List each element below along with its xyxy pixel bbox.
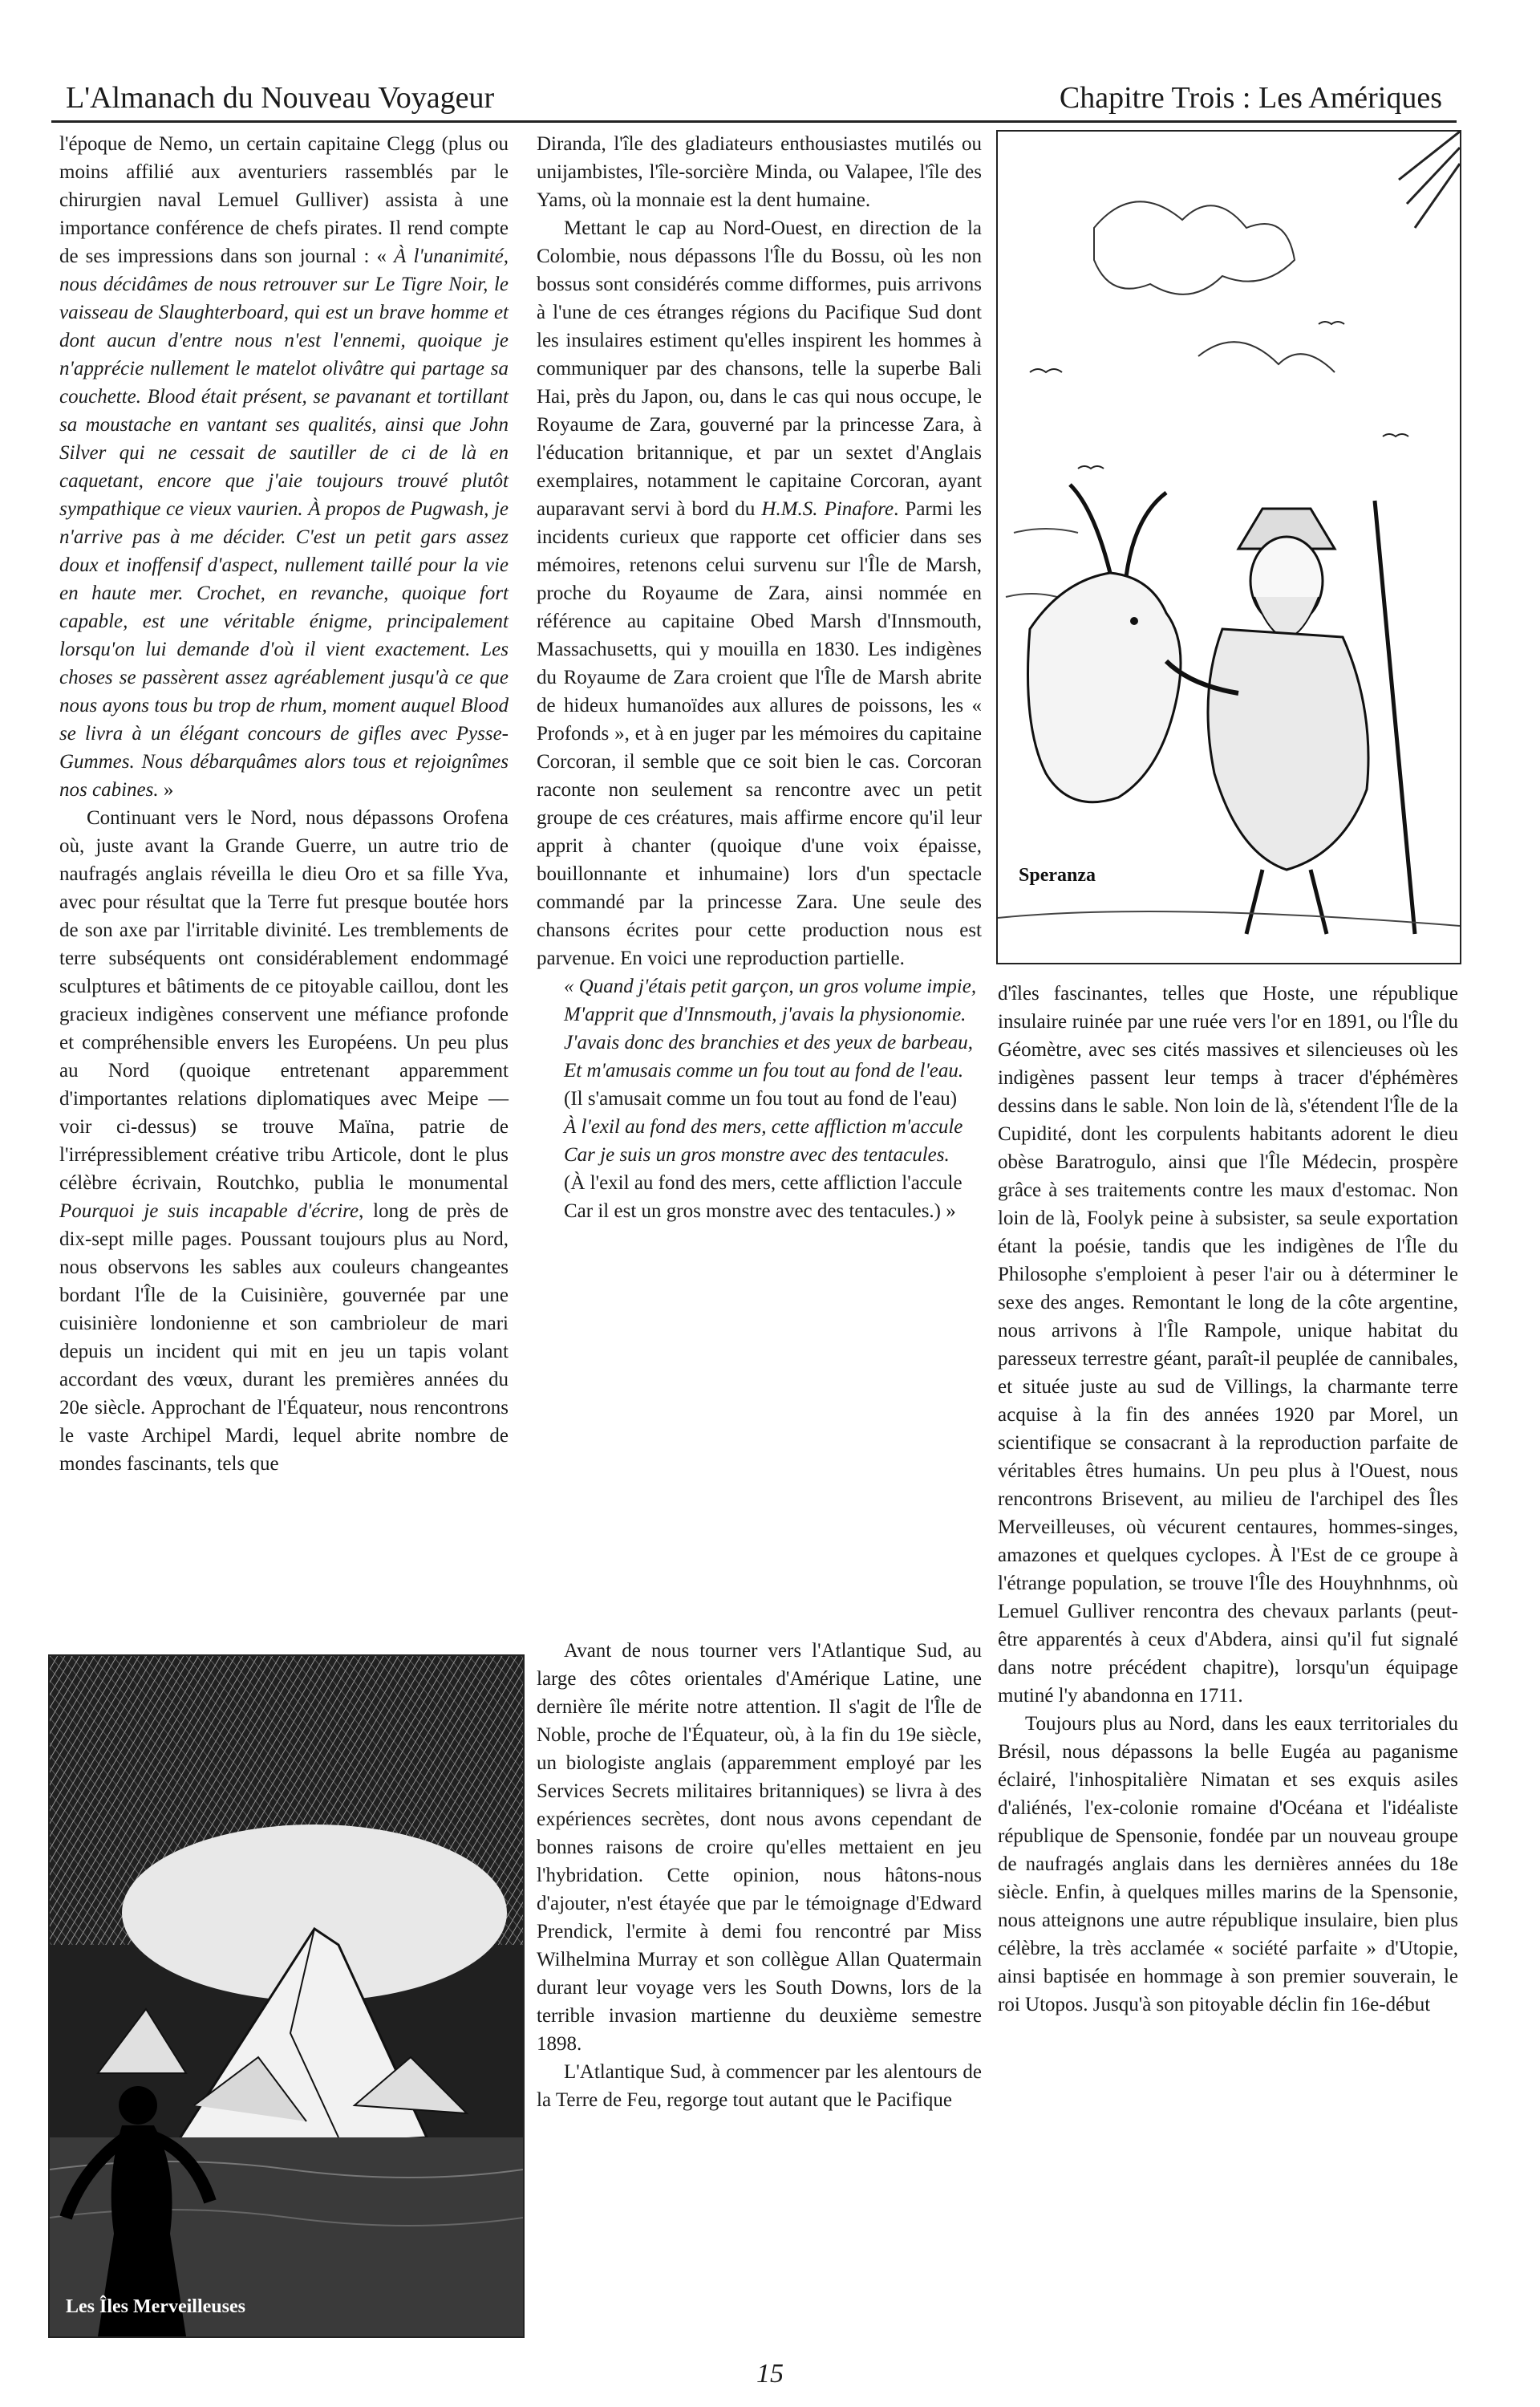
song-translation: (Il s'amusait comme un fou tout au fond de l'eau) (564, 1088, 958, 1110)
song-line: M'apprit que d'Innsmouth, j'avais la physionomie. (564, 1004, 967, 1025)
song-line: Car je suis un gros monstre avec des tentacules. (564, 1144, 950, 1166)
song-line: « Quand j'étais petit garçon, un gros volume impie, (564, 976, 977, 997)
song-translation: (À l'exil au fond des mers, cette affliction l'accule (564, 1172, 962, 1194)
paragraph-diranda: Diranda, l'île des gladiateurs enthousiastes mutilés ou unijambistes, l'île-sorcière Minda, ou Valapee, l'île des Yams, où la monnaie est la dent humaine. (537, 133, 982, 211)
speranza-caption: Speranza (1015, 865, 1099, 887)
text-column-2 (537, 130, 982, 1225)
song-line: À l'exil au fond des mers, cette affliction m'accule (564, 1116, 963, 1138)
text-column-1 (59, 130, 509, 1478)
iles-caption: Les Îles Merveilleuses (66, 2296, 245, 2317)
island-peaks-drawing (50, 1656, 523, 2336)
iles-merveilleuses-illustration (48, 1654, 525, 2338)
song-line: J'avais donc des branchies et des yeux de barbeau, (564, 1032, 974, 1053)
running-header (51, 77, 1457, 123)
text-column-3 (998, 980, 1458, 2019)
speranza-illustration (996, 130, 1461, 964)
paragraph-hoste: d'îles fascinantes, telles que Hoste, une république insulaire ruinée par une ruée vers l'or en 1891, ou l'Île du Géomètre, avec ses cités massives et silencieuses où les indigènes passent leur temps à tracer d'éphémères dessins dans le sable. Non loin de là, s'étendent l'Île de la Cupidité, dont les corpulents habitants adorent le dieu obèse Baratrogulo, ainsi que l'Île Médecin, prospère grâce à ses traitements contre les maux d'estomac. Non loin de là, Foolyk peine à subsister, sa seule exportation étant la poésie, tandis que les indigènes de l'Île du Philosophe s'emploient à peser l'air ou à déterminer le sexe des anges. Remontant le long de la côte argentine, nous arrivons à l'Île Rampole, unique habitat du paresseux terrestre géant, paraît-il peuplée de cannibales, et située juste au sud de Villings, la charmante terre acquise à la fin des années 1920 par Morel, un scientifique se consacrant à la reproduction parfaite de véritables êtres humains. Un peu plus à l'Ouest, nous rencontrons Brisevent, au milieu de l'archipel des Îles Merveilleuses, où vécurent centaures, hommes-singes, amazones et quelques cyclopes. À l'Est de ce groupe à l'étrange population, se trouve l'Île des Houyhnhnms, où Lemuel Gulliver rencontra des chevaux parlants (peut-être apparentés à ceux d'Abdera, ainsi qu'il fut signalé dans notre précédent chapitre), lorsqu'un équipage mutiné l'y abandonna en 1711. (998, 983, 1458, 1707)
paragraph-bresil: Toujours plus au Nord, dans les eaux territoriales du Brésil, nous dépassons la belle Eugéa au paganisme éclairé, l'inhospitalière Nimatan et ses exquis asiles d'aliénés, l'ex-colonie romaine d'Océana et l'idéaliste république de Spensonie, fondée par un nouveau groupe de naufragés anglais dans les dernières années du 18e siècle. Enfin, à quelques milles marins de la Spensonie, nous atteignons une autre république insulaire, bien plus célèbre, la très acclamée « société parfaite » d'Utopie, ainsi baptisée en hommage à son premier souverain, le roi Utopos. Jusqu'à son pitoyable déclin fin 16e-début (998, 1713, 1458, 2015)
castaway-goat-drawing (998, 132, 1460, 963)
song-line: Et m'amusais comme un fou tout au fond de l'eau. (564, 1060, 964, 1082)
song-translation: Car il est un gros monstre avec des tentacules.) » (564, 1200, 956, 1222)
paragraph-orofena: Continuant vers le Nord, nous dépassons Orofena où, juste avant la Grande Guerre, un autre trio de naufragés anglais réveilla le dieu Oro et sa fille Yva, avec pour résultat que la Terre fut presque boutée hors de son axe par l'irritable divinité. Les tremblements de terre subséquents ont considérablement endommagé sculptures et bâtiments de ce pitoyable caillou, dont les gracieux indigènes conservent une méfiance profonde et compréhensible envers les Européens. Un peu plus au Nord (quoique entretenant apparemment d'importantes relations diplomatiques avec Meipe — voir ci-dessus) se trouve Maïna, patrie de l'irrépressiblement créative tribu Articole, dont le plus célèbre écrivain, Routchko, publia le monumental Pourquoi je suis incapable d'écrire, long de près de dix-sept mille pages. Poussant toujours plus au Nord, nous observons les sables aux couleurs changeantes bordant l'Île de la Cuisinière, gouvernée par une cuisinière londonienne et son cambrioleur de mari depuis un incident qui mit en jeu un tapis volant accordant des vœux, durant les premières années du 20e siècle. Approchant de l'Équateur, nous rencontrons le vaste Archipel Mardi, lequel abrite nombre de mondes fascinants, tels que (59, 807, 509, 1475)
book-title: Pourquoi je suis incapable d'écrire (59, 1200, 359, 1222)
page-number: 15 (756, 2359, 784, 2389)
paragraph-clegg: l'époque de Nemo, un certain capitaine Clegg (plus ou moins affilié aux aventuriers rassemblés par le chirurgien naval Lemuel Gulliver) assista à une importance conférence de chefs pirates. Il rend compte de ses impressions dans son journal : « À l'unanimité, nous décidâmes de nous retrouver sur Le Tigre Noir, le vaisseau de Slaughterboard, qui est un brave homme et dont aucun d'entre nous n'est l'ennemi, quoique je n'apprécie nullement le matelot olivâtre qui partage sa couchette. Blood était présent, se pavanant et tortillant sa moustache en vantant ses qualités, ainsi que John Silver qui ne cessait de sautiller de ci de là en caquetant, encore que j'aie toujours trouvé plutôt sympathique ce vieux vaurien. À propos de Pugwash, je n'arrive pas à me décider. C'est un petit gars assez doux et inoffensif d'aspect, nullement taillé pour la vie en haute mer. Crochet, en revanche, quoique fort capable, est une véritable énigme, principalement lorsqu'on lui demande d'où il vient exactement. Les choses se passèrent assez agréablement jusqu'à ce que nous ayons tous bu trop de rhum, moment auquel Blood se livra à un élégant concours de gifles avec Pysse-Gummes. Nous débarquâmes alors tous et rejoignîmes nos cabines. » (59, 133, 509, 801)
almanac-title: L'Almanach du Nouveau Voyageur (66, 81, 495, 115)
paragraph-atlantique: L'Atlantique Sud, à commencer par les alentours de la Terre de Feu, regorge tout autant que le Pacifique (537, 2061, 982, 2111)
paragraph-zara: Mettant le cap au Nord-Ouest, en direction de la Colombie, nous dépassons l'Île du Bossu, où les non bossus sont considérés comme difformes, puis arrivons à l'une de ces étranges régions du Pacifique Sud dont les insulaires estiment qu'elles inspirent les hommes à communiquer par des chansons, telle la superbe Bali Hai, près du Japon, ou, dans le cas qui nous occupe, le Royaume de Zara, gouverné par la princesse Zara, à l'éducation britannique, et par un sextet d'Anglais exemplaires, notamment le capitaine Corcoran, ayant auparavant servi à bord du H.M.S. Pinafore. Parmi les incidents curieux que rapporte cet officier dans ses mémoires, retenons celui survenu sur l'Île de Marsh, proche du Royaume de Zara, ainsi nommée en référence au capitaine Obed Marsh d'Innsmouth, Massachusetts, qui y mouilla en 1830. Les indigènes du Royaume de Zara croient que l'Île de Marsh abrite de hideux humanoïdes aux allures de poissons, les « Profonds », et à en juger par les mémoires du capitaine Corcoran, il semble que ce soit bien le cas. Corcoran raconte non seulement sa rencontre avec un petit groupe de ces créatures, mais affirme encore qu'il leur apprit à chanter (quoique d'une voix épaisse, bouillonnante et inhumaine) lors d'un spectacle commandé par la princesse Zara. Une seule des chansons écrites pour cette production nous est parvenue. En voici une reproduction partielle. (537, 217, 982, 969)
paragraph-noble: Avant de nous tourner vers l'Atlantique Sud, au large des côtes orientales d'Amérique Latine, une dernière île mérite notre attention. Il s'agit de l'Île de Noble, proche de l'Équateur, où, à la fin du 19e siècle, un biologiste anglais (apparemment employé par les Services Secrets militaires britanniques) se livra à des expériences secrètes, dont nous avons cependant de bonnes raisons de croire qu'elles mettaient en jeu l'hybridation. Cette opinion, nous hâtons-nous d'ajouter, n'est étayée que par le témoignage d'Edward Prendick, l'ermite à demi fou rencontré par Miss Wilhelmina Murray et son collègue Allan Quatermain durant leur voyage vers les South Downs, lors de la terrible invasion martienne du deuxième semestre 1898. (537, 1640, 982, 2055)
clegg-journal-quote: À l'unanimité, nous décidâmes de nous retrouver sur Le Tigre Noir, le vaisseau de Slaughterboard, qui est un brave homme et dont aucun d'entre nous n'est l'ennemi, quoique je n'apprécie nullement le matelot olivâtre qui partage sa couchette. Blood était présent, se pavanant et tortillant sa moustache en vantant ses qualités, ainsi que John Silver qui ne cessait de sautiller de ci de là en caquetant, encore que j'aie toujours trouvé plutôt sympathique ce vieux vaurien. À propos de Pugwash, je n'arrive pas à me décider. C'est un petit gars assez doux et inoffensif d'aspect, nullement taillé pour la vie en haute mer. Crochet, en revanche, quoique fort capable, est une véritable énigme, principalement lorsqu'on lui demande d'où il vient exactement. Les choses se passèrent assez agréablement jusqu'à ce que nous ayons tous bu trop de rhum, moment auquel Blood se livra à un élégant concours de gifles avec Pysse-Gummes. Nous débarquâmes alors tous et rejoignîmes nos cabines. (59, 246, 509, 801)
chapter-title: Chapitre Trois : Les Amériques (1059, 81, 1442, 115)
text-column-2-lower (537, 1637, 982, 2114)
ship-name: H.M.S. Pinafore (761, 498, 894, 520)
